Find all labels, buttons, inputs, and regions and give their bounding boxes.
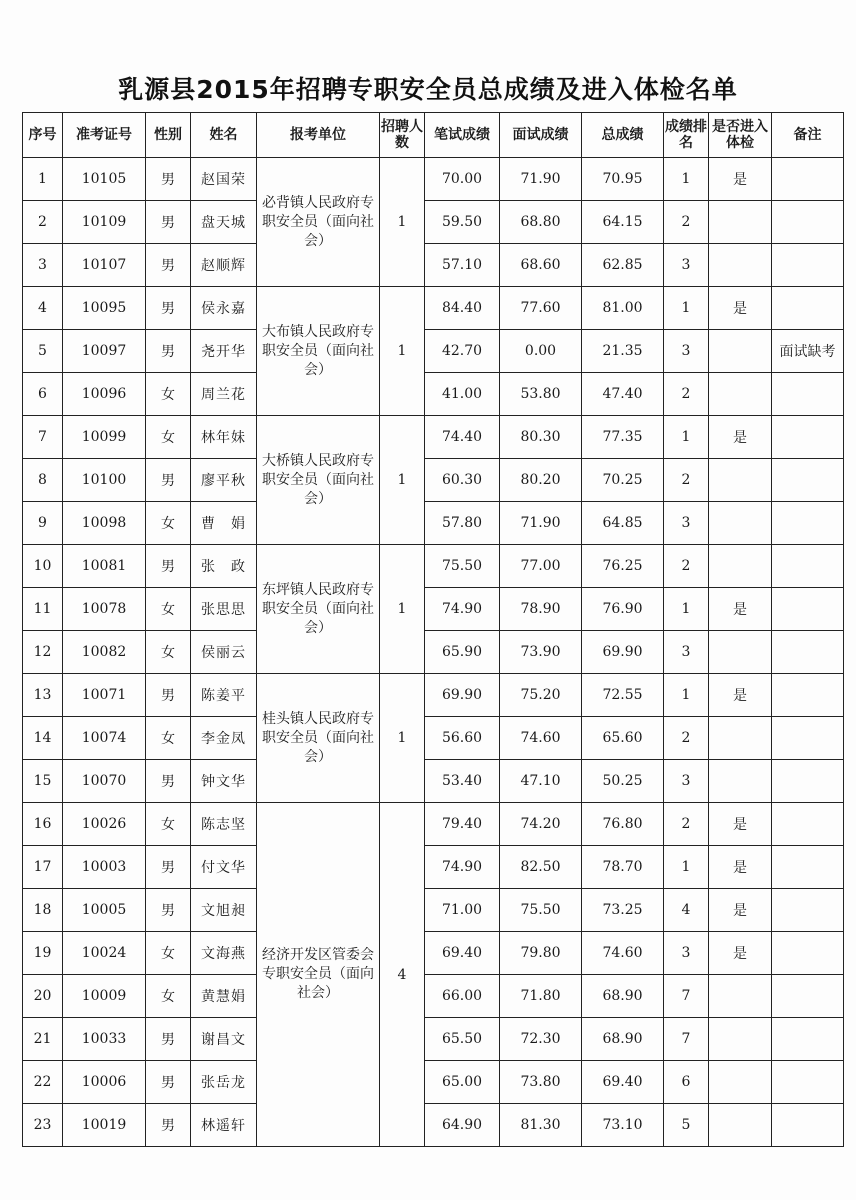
cell-note [772, 846, 844, 889]
cell-medical: 是 [709, 889, 772, 932]
cell-interview-score: 47.10 [500, 760, 582, 803]
header-quota: 招聘人数 [380, 113, 425, 158]
cell-medical: 是 [709, 932, 772, 975]
cell-interview-score: 75.50 [500, 889, 582, 932]
cell-total-score: 73.10 [582, 1104, 664, 1147]
cell-total-score: 69.40 [582, 1061, 664, 1104]
cell-unit: 大桥镇人民政府专职安全员（面向社会） [257, 416, 380, 545]
cell-total-score: 47.40 [582, 373, 664, 416]
table-row [23, 846, 844, 889]
cell-total-score: 65.60 [582, 717, 664, 760]
cell-rank: 3 [664, 760, 709, 803]
cell-written-score: 42.70 [425, 330, 500, 373]
cell-interview-score: 71.90 [500, 158, 582, 201]
cell-gender: 男 [146, 760, 191, 803]
cell-exam-id: 10096 [63, 373, 146, 416]
header-written-score: 笔试成绩 [425, 113, 500, 158]
cell-gender: 女 [146, 932, 191, 975]
cell-seq: 21 [23, 1018, 63, 1061]
cell-rank: 1 [664, 674, 709, 717]
cell-quota: 1 [380, 416, 425, 545]
cell-name: 黄慧娟 [191, 975, 257, 1018]
cell-exam-id: 10033 [63, 1018, 146, 1061]
cell-total-score: 68.90 [582, 975, 664, 1018]
cell-note [772, 545, 844, 588]
cell-gender: 男 [146, 244, 191, 287]
cell-exam-id: 10100 [63, 459, 146, 502]
cell-rank: 5 [664, 1104, 709, 1147]
cell-interview-score: 74.60 [500, 717, 582, 760]
cell-written-score: 57.10 [425, 244, 500, 287]
cell-total-score: 81.00 [582, 287, 664, 330]
table-row [23, 760, 844, 803]
cell-exam-id: 10019 [63, 1104, 146, 1147]
header-seq: 序号 [23, 113, 63, 158]
cell-exam-id: 10005 [63, 889, 146, 932]
cell-interview-score: 71.90 [500, 502, 582, 545]
cell-written-score: 74.90 [425, 588, 500, 631]
cell-written-score: 66.00 [425, 975, 500, 1018]
cell-note [772, 760, 844, 803]
cell-quota: 1 [380, 158, 425, 287]
cell-note [772, 287, 844, 330]
header-interview-score: 面试成绩 [500, 113, 582, 158]
cell-name: 张 政 [191, 545, 257, 588]
table-row [23, 158, 844, 201]
cell-exam-id: 10070 [63, 760, 146, 803]
cell-quota: 1 [380, 287, 425, 416]
cell-note [772, 631, 844, 674]
cell-interview-score: 53.80 [500, 373, 582, 416]
cell-exam-id: 10097 [63, 330, 146, 373]
cell-interview-score: 68.80 [500, 201, 582, 244]
cell-rank: 7 [664, 1018, 709, 1061]
page-title: 乳源县2015年招聘专职安全员总成绩及进入体检名单 [118, 75, 738, 104]
cell-rank: 7 [664, 975, 709, 1018]
cell-interview-score: 74.20 [500, 803, 582, 846]
cell-gender: 女 [146, 502, 191, 545]
cell-seq: 2 [23, 201, 63, 244]
cell-total-score: 21.35 [582, 330, 664, 373]
cell-written-score: 65.50 [425, 1018, 500, 1061]
cell-gender: 女 [146, 631, 191, 674]
cell-seq: 8 [23, 459, 63, 502]
cell-gender: 女 [146, 717, 191, 760]
cell-gender: 女 [146, 588, 191, 631]
header-note: 备注 [772, 113, 844, 158]
cell-note [772, 158, 844, 201]
cell-seq: 16 [23, 803, 63, 846]
cell-interview-score: 75.20 [500, 674, 582, 717]
header-unit: 报考单位 [257, 113, 380, 158]
cell-exam-id: 10098 [63, 502, 146, 545]
cell-note [772, 889, 844, 932]
cell-exam-id: 10071 [63, 674, 146, 717]
cell-name: 钟文华 [191, 760, 257, 803]
cell-rank: 1 [664, 588, 709, 631]
cell-seq: 20 [23, 975, 63, 1018]
cell-note [772, 803, 844, 846]
table-row [23, 975, 844, 1018]
cell-written-score: 69.90 [425, 674, 500, 717]
cell-seq: 18 [23, 889, 63, 932]
cell-seq: 9 [23, 502, 63, 545]
cell-interview-score: 77.00 [500, 545, 582, 588]
cell-name: 林遥轩 [191, 1104, 257, 1147]
cell-written-score: 70.00 [425, 158, 500, 201]
cell-total-score: 76.90 [582, 588, 664, 631]
cell-rank: 2 [664, 545, 709, 588]
cell-gender: 女 [146, 416, 191, 459]
cell-name: 曹 娟 [191, 502, 257, 545]
cell-name: 文海燕 [191, 932, 257, 975]
cell-total-score: 78.70 [582, 846, 664, 889]
results-table [22, 112, 844, 1147]
cell-note [772, 502, 844, 545]
cell-gender: 男 [146, 846, 191, 889]
cell-rank: 3 [664, 502, 709, 545]
cell-gender: 男 [146, 889, 191, 932]
cell-interview-score: 73.80 [500, 1061, 582, 1104]
cell-medical [709, 1018, 772, 1061]
cell-note [772, 373, 844, 416]
cell-medical [709, 502, 772, 545]
cell-written-score: 53.40 [425, 760, 500, 803]
cell-written-score: 84.40 [425, 287, 500, 330]
cell-written-score: 65.00 [425, 1061, 500, 1104]
cell-total-score: 69.90 [582, 631, 664, 674]
cell-seq: 6 [23, 373, 63, 416]
cell-total-score: 50.25 [582, 760, 664, 803]
cell-interview-score: 82.50 [500, 846, 582, 889]
cell-unit: 必背镇人民政府专职安全员（面向社会） [257, 158, 380, 287]
cell-rank: 2 [664, 803, 709, 846]
cell-seq: 19 [23, 932, 63, 975]
cell-total-score: 62.85 [582, 244, 664, 287]
cell-written-score: 60.30 [425, 459, 500, 502]
cell-rank: 3 [664, 631, 709, 674]
cell-written-score: 74.40 [425, 416, 500, 459]
cell-seq: 1 [23, 158, 63, 201]
cell-note: 面试缺考 [772, 330, 844, 373]
cell-name: 赵国荣 [191, 158, 257, 201]
cell-name: 张岳龙 [191, 1061, 257, 1104]
cell-medical: 是 [709, 416, 772, 459]
cell-seq: 4 [23, 287, 63, 330]
table-row [23, 717, 844, 760]
cell-medical [709, 975, 772, 1018]
cell-quota: 1 [380, 545, 425, 674]
cell-seq: 5 [23, 330, 63, 373]
cell-seq: 23 [23, 1104, 63, 1147]
cell-seq: 15 [23, 760, 63, 803]
cell-rank: 2 [664, 201, 709, 244]
cell-written-score: 74.90 [425, 846, 500, 889]
cell-interview-score: 68.60 [500, 244, 582, 287]
cell-total-score: 74.60 [582, 932, 664, 975]
cell-medical [709, 1104, 772, 1147]
cell-name: 陈姜平 [191, 674, 257, 717]
cell-seq: 12 [23, 631, 63, 674]
cell-note [772, 1104, 844, 1147]
table-row [23, 1018, 844, 1061]
cell-exam-id: 10107 [63, 244, 146, 287]
cell-rank: 3 [664, 932, 709, 975]
cell-seq: 22 [23, 1061, 63, 1104]
table-row [23, 502, 844, 545]
cell-note [772, 588, 844, 631]
cell-seq: 10 [23, 545, 63, 588]
cell-medical: 是 [709, 846, 772, 889]
cell-rank: 6 [664, 1061, 709, 1104]
cell-total-score: 64.15 [582, 201, 664, 244]
cell-medical [709, 244, 772, 287]
cell-interview-score: 79.80 [500, 932, 582, 975]
table-body [23, 158, 844, 1147]
cell-interview-score: 0.00 [500, 330, 582, 373]
cell-rank: 1 [664, 287, 709, 330]
cell-medical [709, 717, 772, 760]
cell-medical: 是 [709, 674, 772, 717]
cell-note [772, 932, 844, 975]
cell-exam-id: 10081 [63, 545, 146, 588]
cell-written-score: 75.50 [425, 545, 500, 588]
cell-unit: 经济开发区管委会专职安全员（面向社会） [257, 803, 380, 1147]
cell-name: 盘天城 [191, 201, 257, 244]
cell-name: 林年妹 [191, 416, 257, 459]
cell-medical: 是 [709, 158, 772, 201]
cell-written-score: 41.00 [425, 373, 500, 416]
cell-note [772, 1061, 844, 1104]
cell-interview-score: 77.60 [500, 287, 582, 330]
cell-rank: 2 [664, 717, 709, 760]
cell-total-score: 70.95 [582, 158, 664, 201]
cell-name: 李金凤 [191, 717, 257, 760]
cell-interview-score: 80.20 [500, 459, 582, 502]
table-row [23, 889, 844, 932]
cell-medical [709, 373, 772, 416]
cell-note [772, 244, 844, 287]
cell-note [772, 1018, 844, 1061]
cell-written-score: 65.90 [425, 631, 500, 674]
cell-written-score: 59.50 [425, 201, 500, 244]
cell-interview-score: 81.30 [500, 1104, 582, 1147]
cell-exam-id: 10024 [63, 932, 146, 975]
cell-interview-score: 71.80 [500, 975, 582, 1018]
cell-total-score: 64.85 [582, 502, 664, 545]
cell-exam-id: 10109 [63, 201, 146, 244]
cell-exam-id: 10026 [63, 803, 146, 846]
cell-interview-score: 78.90 [500, 588, 582, 631]
cell-quota: 1 [380, 674, 425, 803]
cell-name: 周兰花 [191, 373, 257, 416]
cell-medical [709, 459, 772, 502]
cell-exam-id: 10078 [63, 588, 146, 631]
cell-written-score: 71.00 [425, 889, 500, 932]
cell-name: 赵顺辉 [191, 244, 257, 287]
cell-rank: 4 [664, 889, 709, 932]
cell-medical: 是 [709, 803, 772, 846]
cell-gender: 男 [146, 287, 191, 330]
cell-written-score: 56.60 [425, 717, 500, 760]
cell-seq: 14 [23, 717, 63, 760]
header-exam-id: 准考证号 [63, 113, 146, 158]
cell-gender: 男 [146, 545, 191, 588]
cell-name: 谢昌文 [191, 1018, 257, 1061]
cell-seq: 13 [23, 674, 63, 717]
cell-note [772, 201, 844, 244]
cell-exam-id: 10082 [63, 631, 146, 674]
cell-name: 付文华 [191, 846, 257, 889]
cell-medical [709, 1061, 772, 1104]
cell-unit: 东坪镇人民政府专职安全员（面向社会） [257, 545, 380, 674]
cell-exam-id: 10099 [63, 416, 146, 459]
cell-gender: 男 [146, 330, 191, 373]
table-row [23, 459, 844, 502]
table-row [23, 631, 844, 674]
cell-written-score: 64.90 [425, 1104, 500, 1147]
cell-note [772, 416, 844, 459]
table-row [23, 803, 844, 846]
table-row [23, 932, 844, 975]
cell-name: 侯丽云 [191, 631, 257, 674]
cell-total-score: 73.25 [582, 889, 664, 932]
header-total-score: 总成绩 [582, 113, 664, 158]
cell-medical: 是 [709, 588, 772, 631]
cell-gender: 男 [146, 459, 191, 502]
cell-gender: 男 [146, 1061, 191, 1104]
cell-name: 廖平秋 [191, 459, 257, 502]
cell-rank: 1 [664, 416, 709, 459]
cell-medical [709, 545, 772, 588]
cell-rank: 3 [664, 330, 709, 373]
table-row [23, 287, 844, 330]
table-row [23, 1104, 844, 1147]
cell-name: 文旭昶 [191, 889, 257, 932]
cell-medical [709, 201, 772, 244]
cell-gender: 男 [146, 674, 191, 717]
cell-gender: 男 [146, 158, 191, 201]
cell-gender: 男 [146, 1104, 191, 1147]
cell-note [772, 459, 844, 502]
cell-seq: 17 [23, 846, 63, 889]
cell-gender: 女 [146, 803, 191, 846]
table-row [23, 330, 844, 373]
cell-rank: 1 [664, 846, 709, 889]
header-name: 姓名 [191, 113, 257, 158]
cell-note [772, 975, 844, 1018]
table-row [23, 1061, 844, 1104]
cell-medical: 是 [709, 287, 772, 330]
cell-unit: 桂头镇人民政府专职安全员（面向社会） [257, 674, 380, 803]
cell-written-score: 69.40 [425, 932, 500, 975]
table-header-row [23, 113, 844, 158]
cell-total-score: 72.55 [582, 674, 664, 717]
table-row [23, 674, 844, 717]
cell-quota: 4 [380, 803, 425, 1147]
table-row [23, 373, 844, 416]
cell-gender: 女 [146, 373, 191, 416]
cell-rank: 2 [664, 459, 709, 502]
cell-exam-id: 10095 [63, 287, 146, 330]
cell-gender: 女 [146, 975, 191, 1018]
cell-name: 尧开华 [191, 330, 257, 373]
cell-interview-score: 73.90 [500, 631, 582, 674]
cell-interview-score: 72.30 [500, 1018, 582, 1061]
cell-written-score: 57.80 [425, 502, 500, 545]
table-row [23, 201, 844, 244]
header-gender: 性别 [146, 113, 191, 158]
table-row [23, 416, 844, 459]
table-row [23, 588, 844, 631]
cell-unit: 大布镇人民政府专职安全员（面向社会） [257, 287, 380, 416]
cell-exam-id: 10003 [63, 846, 146, 889]
cell-name: 陈志坚 [191, 803, 257, 846]
cell-interview-score: 80.30 [500, 416, 582, 459]
cell-name: 侯永嘉 [191, 287, 257, 330]
cell-written-score: 79.40 [425, 803, 500, 846]
cell-gender: 男 [146, 1018, 191, 1061]
cell-medical [709, 760, 772, 803]
cell-rank: 2 [664, 373, 709, 416]
cell-exam-id: 10006 [63, 1061, 146, 1104]
cell-seq: 7 [23, 416, 63, 459]
table-row [23, 545, 844, 588]
cell-medical [709, 631, 772, 674]
cell-name: 张思思 [191, 588, 257, 631]
cell-gender: 男 [146, 201, 191, 244]
cell-total-score: 68.90 [582, 1018, 664, 1061]
cell-total-score: 76.80 [582, 803, 664, 846]
cell-total-score: 77.35 [582, 416, 664, 459]
table-row [23, 244, 844, 287]
cell-total-score: 70.25 [582, 459, 664, 502]
header-rank: 成绩排名 [664, 113, 709, 158]
cell-exam-id: 10105 [63, 158, 146, 201]
cell-rank: 1 [664, 158, 709, 201]
cell-total-score: 76.25 [582, 545, 664, 588]
cell-rank: 3 [664, 244, 709, 287]
cell-seq: 11 [23, 588, 63, 631]
cell-seq: 3 [23, 244, 63, 287]
header-medical: 是否进入体检 [709, 113, 772, 158]
cell-exam-id: 10074 [63, 717, 146, 760]
cell-medical [709, 330, 772, 373]
cell-exam-id: 10009 [63, 975, 146, 1018]
cell-note [772, 674, 844, 717]
cell-note [772, 717, 844, 760]
